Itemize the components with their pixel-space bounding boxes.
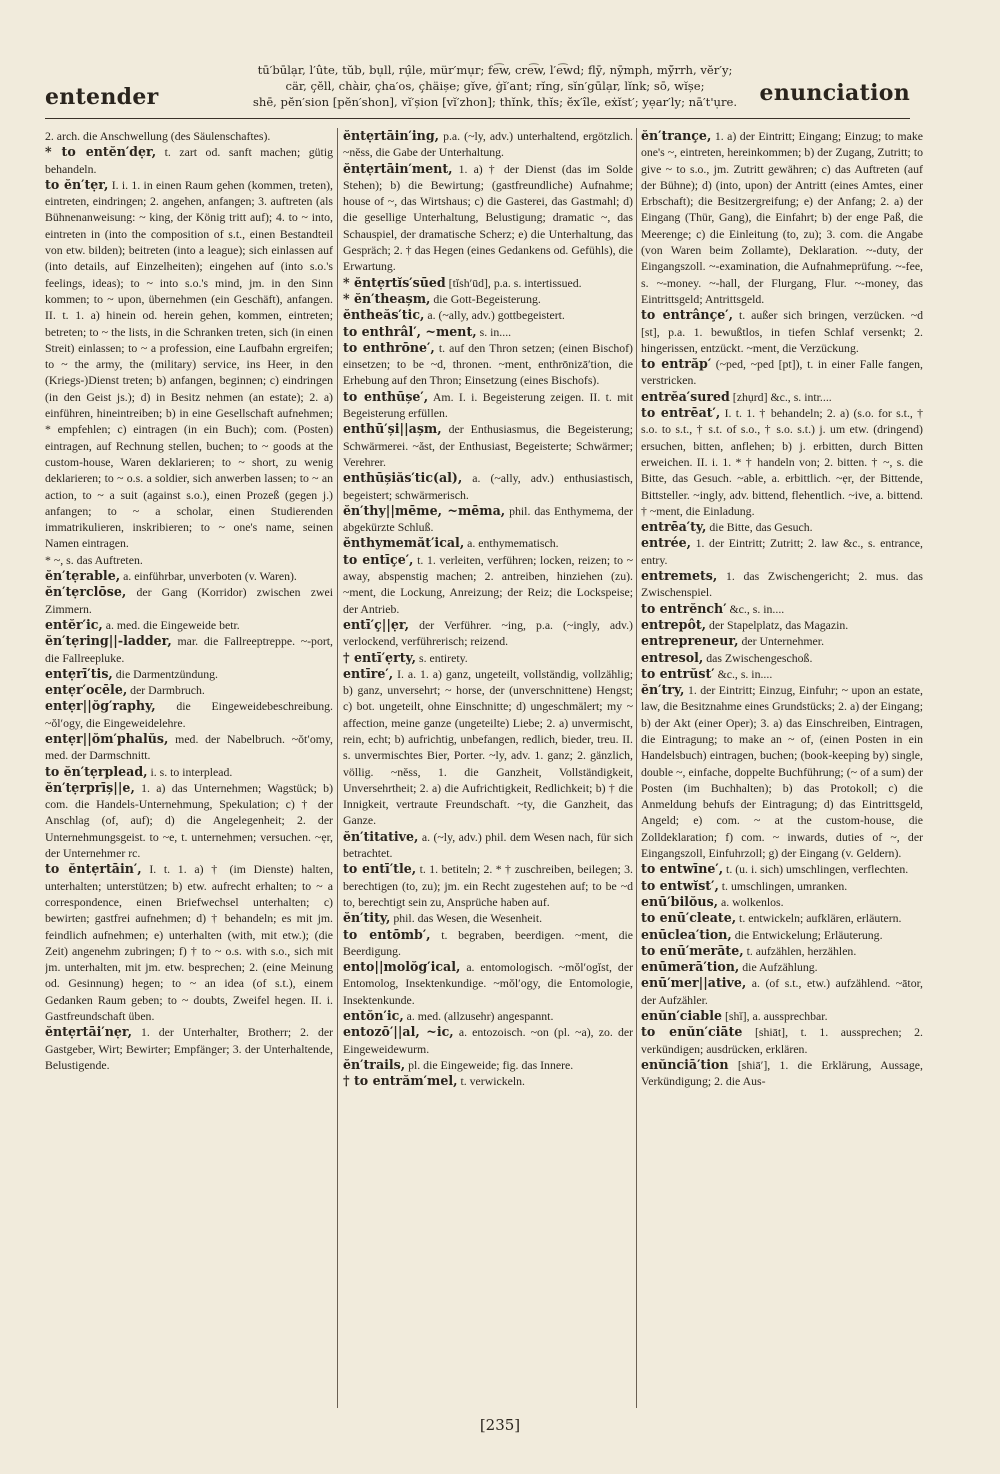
definition: t. begraben, beerdigen. ~ment, die Beerdigung. <box>343 927 633 958</box>
headword: ĕn′tity, <box>343 910 391 926</box>
dictionary-entry <box>45 780 333 861</box>
dictionary-entry <box>641 894 923 910</box>
dictionary-entry <box>343 161 633 275</box>
definition: a. (~ally, adv.) gottbegeistert. <box>427 308 565 323</box>
headword: to enthrâl′, ~ment, <box>343 323 477 339</box>
headword: ĕntẹrtāi′nẹr, <box>45 1024 132 1040</box>
dictionary-entry <box>641 910 923 926</box>
headword: ĕn′tẹrprīș||e, <box>45 779 135 795</box>
definition: [shĭ], a. aussprechbar. <box>724 1009 828 1024</box>
definition: s. in.... <box>479 324 512 339</box>
pronunciation-key-line: cär, çĕll, chàir, çha′os, çhäișe; gĭve, ġĭ′ant; rĭng, sĭn′gūlạr, lĭnk; sō, wĭșe; <box>285 79 705 93</box>
headword: enŭnciā′tion <box>641 1056 729 1072</box>
dictionary-entry <box>641 633 923 649</box>
definition: der Darmbruch. <box>130 683 205 698</box>
definition: &c., s. in.... <box>717 666 773 681</box>
definition: Am. I. i. Begeisterung zeigen. II. t. mit Begeisterung erfüllen. <box>343 389 633 421</box>
definition: t. 1. betiteln; 2. * † zuschreiben, beilegen; 3. berechtigen (to, zu); jm. ein Recht zugestehen auf; to be ~d to, berechtigt sein zu, Ansprüche haben auf. <box>343 862 633 909</box>
dictionary-entry <box>343 552 633 617</box>
column-3 <box>641 128 923 1408</box>
headword: entozō′||al, ~ic, <box>343 1024 454 1040</box>
dictionary-entry <box>641 617 923 633</box>
definition: * ~, s. das Auftreten. <box>45 552 143 567</box>
definition: 1. der Eintritt; Zutritt; 2. law &c., s. entrance, entry. <box>641 536 923 567</box>
dictionary-entry <box>343 307 633 323</box>
dictionary-entry <box>343 128 633 161</box>
definition: med. der Nabelbruch. ~ŏt′omy, med. der Darmschnitt. <box>45 731 333 763</box>
headword: enthūșiăs′tic(al), <box>343 470 463 486</box>
pronunciation-key-line: shē, pĕn′sion [pĕn′shon], vĭ′șion [vĭ′zhon]; thĭnk, thĭs; ĕx′île, eẋĭst′; yẹar′ly; nā′t'ụre. <box>252 95 738 109</box>
headword: enŭn′ciable <box>641 1008 723 1024</box>
headword: to enthrōne′, <box>343 339 435 355</box>
headword: ĕn′tẹrable, <box>45 568 121 584</box>
headword: entŏn′ic, <box>343 1008 404 1024</box>
headword: entrepreneur, <box>641 633 739 649</box>
dictionary-entry <box>641 959 923 975</box>
definition: 1. a) der Eintritt; Eingang; Einzug; to make one's ~, eintreten, hereinkommen; b) der Zugang, Zutritt; to give ~ to s.o., jm. Zutritt gewähren; c) das Auftreten (auf der Bühne); d) (into, upon) der Antritt (eines Amtes, einer Erbschaft); die Besitzergreifung; e) der Anfang; 2. a) der Eingang (Thür, Gang), die Einfahrt; b) der enge Paß, die Meerenge; c) die Einleitung (to, zu); 3. com. die Angabe (von Waren beim Zollamte), Deklaration. ~-duty, der Eingangszoll. ~-examination, die Aufnahmeprüfung. ~-fee, s. ~-money. ~-hall, der Flurgang, Flur. ~-money, das Eintrittsgeld; Antrittsgeld. <box>641 129 923 306</box>
dictionary-entry <box>343 927 633 960</box>
definition: t. verwickeln. <box>460 1074 526 1089</box>
headword: to entrânçe′, <box>641 307 733 323</box>
dictionary-entry <box>45 1024 333 1073</box>
definition: der Stapelplatz, das Magazin. <box>709 617 849 632</box>
header-rule <box>45 118 910 119</box>
definition: a. (~ally, adv.) enthusiastisch, begeistert; schwärmerisch. <box>343 471 633 502</box>
headword: † to entrăm′mel, <box>343 1073 458 1089</box>
headword: ĕn′trançe, <box>641 128 712 143</box>
definition: a. entomologisch. ~mŏl′ogĭst, der Entomolog, Insektenkundige. ~mŏl′ogy, die Entomologie, Insektenkunde. <box>343 960 633 1007</box>
definition: t. auf den Thron setzen; (einen Bischof) einsetzen; to be ~d, thronen. ~ment, enthrōnizā′tion, die Erhebung auf den Thron; Einsetzung (eines Bischofs). <box>343 340 633 388</box>
headword: to entrăp′ <box>641 356 712 372</box>
definition: [zhụrd] &c., s. intr.... <box>732 389 832 404</box>
column-1 <box>45 128 333 1408</box>
headword: entĕr′ic, <box>45 616 103 632</box>
dictionary-entry <box>641 356 923 389</box>
dictionary-entry <box>343 910 633 926</box>
definition: (~ped, ~ped [pt]), t. in einer Falle fangen, verstricken. <box>641 357 923 388</box>
definition: a. enthymematisch. <box>467 536 559 551</box>
dictionary-entry <box>343 617 633 650</box>
pronunciation-key-line: tū′būlạr, l′ûte, tŭb, bụll, rụ̂le, mür′mụr; fe͡w, cre͡w, l′e͡wd; flȳ, nȳmph, mȳ̆rrh, vĕr′y; <box>257 63 733 77</box>
dictionary-entry <box>641 650 923 666</box>
definition: a. wolkenlos. <box>721 894 784 909</box>
dictionary-entry <box>45 698 333 731</box>
definition: I. a. 1. a) ganz, ungeteilt, vollständig, vollzählig; b) ganz, unversehrt; ~ horse, der (unverschnittene) Hengst; c) bot. ungeteilt, ohne Einschnitte; d) ungeschmälert; my ~ affection, meine ganze (ungeteilte) Liebe; 2. a) unvermischt, rein, echt; b) aufrichtig, unbefangen, redlich, bieder, treu. II. s. unvermischtes Bier, Porter. ~ly, adv. 1. ganz; 2. gänzlich, völlig. ~nĕss, 1. die Ganzheit, Vollständigkeit, Unversehrtheit; 2. a) die Aufrichtigkeit, Redlichkeit; b) † die Innigkeit, vertraute Freundschaft. ~ty, die Ganzheit, das Ganze. <box>343 666 633 828</box>
headword: ĕntẹrtāin′ing, <box>343 128 440 143</box>
dictionary-entry <box>45 666 333 682</box>
dictionary-entry <box>45 568 333 584</box>
dictionary-entry <box>641 943 923 959</box>
dictionary-entry <box>343 861 633 910</box>
headword: to entwīne′, <box>641 861 724 877</box>
definition: p.a. (~ly, adv.) unterhaltend, ergötzlich. ~nĕss, die Gabe der Unterhaltung. <box>343 129 633 160</box>
definition: a. (of s.t., etw.) aufzählend. ~ātor, der Aufzähler. <box>641 976 923 1007</box>
dictionary-entry <box>343 389 633 422</box>
page-number: [235] <box>479 1416 521 1434</box>
column-divider <box>337 128 338 1408</box>
dictionary-entry <box>343 1008 633 1024</box>
dictionary-entry <box>343 1057 633 1073</box>
definition: a. med. (allzusehr) angespannt. <box>406 1009 554 1024</box>
headword: entrepôt, <box>641 616 707 632</box>
dictionary-entry <box>641 389 923 405</box>
headword: to entrŭst′ <box>641 665 715 681</box>
dictionary-entry <box>343 1024 633 1057</box>
headword: entrée, <box>641 535 692 551</box>
headword: entī′ç||ẹr, <box>343 616 410 632</box>
definition: 1. das Zwischengericht; 2. mus. das Zwischenspiel. <box>641 569 923 600</box>
guide-word-left: entender <box>45 84 159 110</box>
definition: 1. a) das Unternehmen; Wagstück; b) com. die Handels-Unternehmung, Spekulation; c) † der Anschlag (of, auf); d) die Angelegenheit; 2. der Unternehmungsgeist. to ~e, t. unternehmen; versuchen. ~ẹr, der Unternehmer rc. <box>45 780 333 861</box>
headword: entẹr′ocēle, <box>45 682 128 698</box>
headword: * to entĕn′dẹr, <box>45 144 157 160</box>
definition: phil. das Enthymema, der abgekürzte Schluß. <box>343 503 633 535</box>
definition: pl. die Eingeweide; fig. das Innere. <box>408 1057 574 1072</box>
definition: a. entozoisch. ~on (pl. ~a), zo. der Eingeweidewurm. <box>343 1025 633 1056</box>
headword: ĕn′tẹrclōse, <box>45 584 127 600</box>
dictionary-entry <box>343 959 633 1008</box>
dictionary-entry <box>641 307 923 356</box>
headword: † entī′ẹrty, <box>343 649 417 665</box>
headword: to entī′tle, <box>343 861 417 877</box>
definition: t. zart od. sanft machen; gütig behandeln. <box>45 145 333 176</box>
headword: to ĕn′tẹrplead, <box>45 763 148 779</box>
headword: ĕn′try, <box>641 682 685 698</box>
headword: to entrĕnch′ <box>641 600 727 616</box>
definition: mar. die Fallreeptreppe. ~-port, die Fallreepluke. <box>45 634 333 665</box>
definition: t. entwickeln; aufklären, erläutern. <box>739 911 902 926</box>
dictionary-entry <box>641 601 923 617</box>
dictionary-entry <box>641 927 923 943</box>
definition: die Bitte, das Gesuch. <box>709 520 813 535</box>
definition: die Aufzählung. <box>742 960 818 975</box>
headword: ĕntheăs′tic, <box>343 307 425 323</box>
dictionary-entry <box>641 975 923 1008</box>
definition: 1. a) † der Dienst (das im Solde Stehen); b) die Bewirtung; (gastfreundliche) Aufnahme; house of ~, das Wirtshaus; c) die Gasterei, das Gastmahl; d) die gesellige Unterhaltung, Belustigung; dramatic ~, das Schauspiel, der dramatische Scherz; e) die Unterhaltung, das Gespräch; 2. † das Hegen (eines Gedankens od. Gefühls), die Erwartung. <box>343 161 633 274</box>
definition: I. t. 1. † behandeln; 2. a) (s.o. for s.t., † s.o. to s.t., † s.t. of s.o., † s.o. s.t.) j. um etw. (dringend) ersuchen, bitten, anflehen; b) j. erbitten, durch Bitten erweichen. II. i. 1. * † handeln von; 2. bitten. † ~, s. die Bitte, das Gesuch. ~able, a. erbittlich. ~ẹr, der Bittende, Bittsteller. ~ingly, adv. bittend, flehentlich. ~ive, a. bittend. † ~ment, die Einladung. <box>641 406 923 518</box>
dictionary-entry <box>45 617 333 633</box>
definition: [shiāt], t. 1. aussprechen; 2. verkündigen; ausdrücken, erklären. <box>641 1025 923 1056</box>
dictionary-entry <box>641 405 923 519</box>
dictionary-entry <box>45 764 333 780</box>
dictionary-entry <box>343 503 633 536</box>
definition: t. umschlingen, umranken. <box>721 878 848 893</box>
headword: ĕnthymemăt′ical, <box>343 535 465 551</box>
definition: I. t. 1. a) † (im Dienste) halten, unterhalten; unterstützen; b) etw. aufrecht erhalten; to ~ a correspondence, einen Briefwechsel unterhalten; c) bewirten; gastfrei aufnehmen; d) † behandeln; es mit jm. feindlich aufnehmen; e) unterhalten (with, mit etw.); (die Zeit) angenehm zubringen; f) † to ~ o.s. with s.o., sich mit jm. unterhalten, mit jm. etw. besprechen; 2. (eine Meinung od. Gesinnung) hegen; to ~ an idea (of s.t.), einem Gedanken Raum geben; to ~ doubts, Zweifel hegen. II. i. Gastfreundschaft üben. <box>45 862 333 1024</box>
dictionary-entry <box>641 519 923 535</box>
dictionary-entry <box>343 470 633 503</box>
headword: entẹr||ŏg′raphy, <box>45 698 156 714</box>
dictionary-entry <box>45 861 333 1024</box>
headword: to ĕntẹrtāin′, <box>45 861 142 877</box>
definition: s. entirety. <box>418 650 468 665</box>
definition: 1. der Unterhalter, Brotherr; 2. der Gastgeber, Wirt; Bewirter; Empfänger; 3. der Unterhaltende, Belustigende. <box>45 1025 333 1072</box>
dictionary-entry <box>641 682 923 861</box>
headword: entīre′, <box>343 665 394 681</box>
headword: to enthūșe′, <box>343 388 429 404</box>
headword: * ĕntẹrtĭs′sūed <box>343 274 446 290</box>
dictionary-entry <box>343 421 633 470</box>
headword: entẹrī′tis, <box>45 665 113 681</box>
definition: t. (u. i. sich) umschlingen, verflechten. <box>726 862 909 877</box>
headword: entresol, <box>641 649 704 665</box>
headword: to ĕn′tẹr, <box>45 176 109 192</box>
column-divider <box>636 128 637 1408</box>
headword: entremets, <box>641 568 718 584</box>
dictionary-entry <box>343 666 633 829</box>
pronunciation-key <box>200 62 790 110</box>
dictionary-entry <box>45 552 333 568</box>
dictionary-entry <box>45 128 333 144</box>
headword: ento||molŏg′ical, <box>343 959 461 975</box>
dictionary-entry <box>45 144 333 177</box>
definition: der Unternehmer. <box>741 634 825 649</box>
headword: ĕn′trails, <box>343 1056 406 1072</box>
definition: &c., s. in.... <box>729 601 785 616</box>
dictionary-entry <box>45 633 333 666</box>
dictionary-entry <box>641 666 923 682</box>
column-2 <box>343 128 633 1408</box>
definition: t. aufzählen, herzählen. <box>746 943 857 958</box>
headword: * ĕn′theașm, <box>343 290 431 306</box>
definition: der Gang (Korridor) zwischen zwei Zimmern. <box>45 585 333 616</box>
headword: enūmerā′tion, <box>641 959 740 975</box>
definition: die Gott-Begeisterung. <box>433 291 541 306</box>
headword: to entrēat′, <box>641 405 721 421</box>
headword: enthū′și||așm, <box>343 421 442 437</box>
dictionary-entry <box>343 275 633 291</box>
dictionary-entry <box>45 584 333 617</box>
dictionary-entry <box>343 829 633 862</box>
definition: a. einführbar, unverboten (v. Waren). <box>123 569 297 584</box>
headword: enūclea′tion, <box>641 926 732 942</box>
headword: ĕn′tẹring||-ladder, <box>45 633 172 649</box>
dictionary-entry <box>641 1057 923 1090</box>
dictionary-entry <box>343 650 633 666</box>
headword: ĕn′thy||mēme, ~mēma, <box>343 502 506 518</box>
dictionary-entry <box>45 682 333 698</box>
definition: I. i. 1. in einen Raum gehen (kommen, treten), eintreten, eindringen; 2. angehen, anfangen; 3. auftreten (als Bühnenanweisung: ~ king, der König tritt auf); 4. to ~ into, eintreten in (into the composition of s.t., einen Bestandteil von etw. bilden); beitreten (into a league); sich einlassen auf (into details, auf Einzelheiten); eingehen auf (into s.o.'s feelings, ideas); to ~ into s.o.'s mind, jm. in den Sinn kommen; to ~ upon, übernehmen (ein Geschäft), anfangen. II. t. 1. a) hinein od. herein gehen, kommen, eintreten; betreten; to ~ the lists, in die Schranken treten, sich (in einen Streit) einlassen; to ~ a profession, eine Laufbahn ergreifen; to ~ the army, the (military) service, ins Heer, in den (Kriegs-)Dienst treten; b) anfangen, beginnen; c) eindringen (in den Geist js.); d) in Besitz nehmen (an estate); 2. a) einführen, hineintreiben; b) in eine Gesellschaft aufnehmen; * empfehlen; c) eintragen (in ein Buch); com. (Posten) eintragen, auf Rechnung stellen, buchen; to ~ goods at the custom-house, Waren deklarieren; to ~ short, zu wenig deklarieren; to ~ o.s. a soldier, sich anwerben lassen; to ~ an action, to ~ a suit (against s.o.), einen Prozeß (gegen j.) anfangen; to ~ a scholar, einen Studierenden immatrikulieren, inskribieren; to ~ one's name, seinen Namen eintragen. <box>45 177 333 551</box>
headword: to enŭn′ciāte <box>641 1024 743 1040</box>
headword: ĕntẹrtāin′ment, <box>343 160 453 176</box>
headword: entrĕa′sured <box>641 388 730 404</box>
dictionary-entry <box>641 878 923 894</box>
definition: 2. arch. die Anschwellung (des Säulenschaftes). <box>45 129 271 143</box>
dictionary-entry <box>343 535 633 551</box>
dictionary-entry <box>641 1008 923 1024</box>
headword: to entīçe′, <box>343 551 414 567</box>
dictionary-entry <box>343 340 633 389</box>
definition: das Zwischengeschoß. <box>706 650 813 665</box>
definition: die Eingeweidebeschreibung. ~ŏl′ogy, die Eingeweidelehre. <box>45 699 333 730</box>
headword: to entōmb′, <box>343 926 431 942</box>
dictionary-entry <box>45 731 333 764</box>
dictionary-entry <box>343 324 633 340</box>
definition: der Enthusiasmus, die Begeisterung; Schwärmerei. ~ăst, der Enthusiast, Begeisterte; Schwärmer; Verehrer. <box>343 422 633 469</box>
dictionary-entry <box>45 177 333 552</box>
definition: die Darmentzündung. <box>115 666 218 681</box>
definition: 1. der Eintritt; Einzug, Einfuhr; ~ upon an estate, law, die Besitznahme eines Grundstücks; 2. a) der Eingang; b) der Akt (einer Oper); 3. a) das Einschreiben, Eintragen, die Eintragung; to make an ~ of, (einen Posten in ein Handelsbuch) eintragen, buchen; (book-keeping by) single, double ~, einfache, doppelte Buchführung; (~ of a sum) der Posten (im Buchhalten); b) das Protokoll; c) die Anmeldung behufs der Eintragung; d) das Eintrittsgeld, Angeld; e) com. ~ at the custom-house, die Zolldeklaration; f) com. ~ inwards, duties of ~, der Eingangszoll, Einfuhrzoll; g) der Eingang (v. Geldern). <box>641 683 923 861</box>
headword: to enū′merāte, <box>641 942 744 958</box>
definition: die Entwickelung; Erläuterung. <box>734 927 883 942</box>
dictionary-entry <box>343 1073 633 1089</box>
definition: [shiā′], 1. die Erklärung, Aussage, Verkündigung; 2. die Aus- <box>641 1057 923 1089</box>
dictionary-entry <box>641 861 923 877</box>
definition: a. (~ly, adv.) phil. dem Wesen nach, für sich betrachtet. <box>343 829 633 861</box>
headword: enū′bilŏus, <box>641 893 719 909</box>
dictionary-entry <box>343 291 633 307</box>
definition: a. med. die Eingeweide betr. <box>105 617 240 632</box>
definition: i. s. to interplead. <box>150 764 233 779</box>
headword: entẹr||ŏm′phalŭs, <box>45 730 169 746</box>
definition: t. 1. verleiten, verführen; locken, reizen; to ~ away, abspenstig machen; 2. antreiben, hinziehen (zu). ~ment, die Lockung, Anreizung; der Reiz; die Lockspeise; der Antrieb. <box>343 552 633 616</box>
headword: entrēa′ty, <box>641 519 707 535</box>
headword: enū′mer||ative, <box>641 975 747 991</box>
headword: ĕn′titative, <box>343 828 419 844</box>
guide-word-right: enunciation <box>759 80 910 106</box>
definition: phil. das Wesen, die Wesenheit. <box>393 911 543 926</box>
dictionary-entry <box>641 535 923 568</box>
definition: [tĭsh′ūd], p.a. s. intertissued. <box>448 275 582 290</box>
dictionary-entry <box>641 568 923 601</box>
headword: to enū′cleate, <box>641 910 737 926</box>
dictionary-entry <box>641 128 923 307</box>
dictionary-entry <box>641 1024 923 1057</box>
headword: to entwĭst′, <box>641 877 719 893</box>
definition: t. außer sich bringen, verzücken. ~d [st], p.a. 1. bewußtlos, in tiefen Schlaf versenkt; 2. hingerissen, entzückt. ~ment, die Verzückung. <box>641 308 923 355</box>
definition: der Verführer. ~ing, p.a. (~ingly, adv.) verlockend, verführerisch; reizend. <box>343 617 633 649</box>
